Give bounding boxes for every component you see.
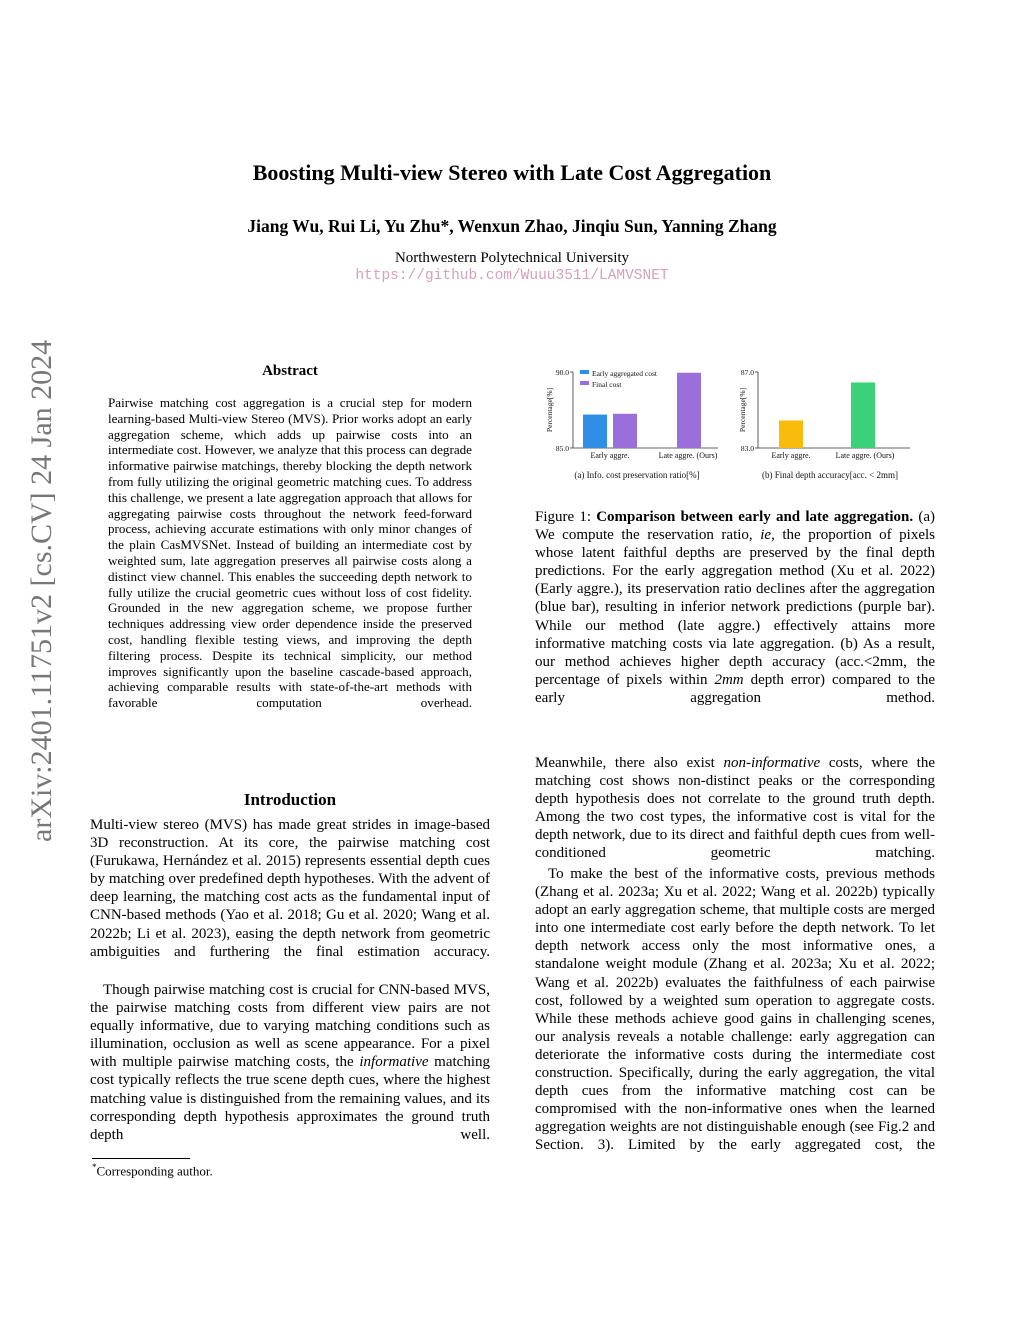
bar-late-aggre-accuracy (851, 382, 875, 448)
chart-title-b: (b) Final depth accuracy[acc. < 2mm] (761, 470, 899, 480)
legend-swatch-a (580, 381, 589, 385)
bar-late-final-cost (677, 373, 701, 448)
paper-title: Boosting Multi-view Stereo with Late Cost Aggregation (252, 160, 772, 185)
emphasis-informative: informative (359, 1054, 429, 1071)
figure-1-charts (540, 352, 940, 490)
bar-early-final-cost (613, 414, 637, 448)
y-tick-label-b: 87.0 (740, 368, 754, 377)
legend-label-a: Early aggregated cost (592, 369, 657, 378)
arxiv-identifier: arXiv:2401.11751v2 [cs.CV] 24 Jan 2024 (25, 339, 58, 842)
bar-early-aggre-accuracy (779, 420, 803, 448)
introduction-heading: Introduction (243, 790, 337, 809)
x-tick-label-b: Late aggre. (Ours) (835, 451, 895, 460)
chart-b (738, 368, 910, 480)
abstract-text: Pairwise matching cost aggregation is a crucial step for modern learning-based Multi-view Stereo (MVS). Prior works adopt an early aggregation scheme, which adds up pairwise costs into an intermediate cost. However, we analyze that this process can degrade informative pairwise matchings, thereby blocking the depth network from fully utilizing the original geometric matching cues. To address this challenge, we present a late aggregation approach that allows for aggregating pairwise costs throughout the network feed-forward process, achieving accurate estimations with only minor changes of the plain CasMVSNet. Instead of building an intermediate cost by weighted sum, late aggregation preserves all pairwise costs along a distinct view channel. This enables the succeeding depth network to fully utilize the crucial geometric cues without loss of cost fidelity. Grounded in the new aggregation scheme, we propose further techniques addressing view order dependence inside the preserved cost, handling flexible testing views, and improving the depth filtering process. Despite its technical simplicity, our method improves significantly upon the baseline cascade-based approach, achieving comparable results with state-of-the-art methods with favorable computation overhead. (108, 395, 472, 711)
x-tick-label-a: Late aggre. (Ours) (658, 451, 718, 460)
legend-swatch-a (580, 370, 589, 374)
y-tick-label-a: 90.0 (555, 368, 569, 377)
x-tick-label-b: Early aggre. (771, 451, 811, 460)
affiliation: Northwestern Polytechnical University (394, 250, 630, 266)
right-paragraph-2: To make the best of the informative costs, previous methods (Zhang et al. 2023a; Xu et al. 2022; Wang et al. 2022b) typically adopt an early aggregation scheme, that multiple costs are merged into one intermediate cost early before the depth network. To let depth network access only the most informative ones, a standalone weight module (Zhang et al. 2023a; Xu et al. 2022; Wang et al. 2022b) evaluates the faithfulness of each pairwise cost, followed by a weighted sum operation to aggregate costs. While these methods achieve good gains in challenging scenes, our analysis reveals a notable challenge: early aggregation can deteriorate the informative costs during the intermediate cost construction. Specifically, during the early aggregation, the vital depth cues from the informative matching cost can be compromised with the non-informative ones when the learned aggregation weights are not distinguishable enough (see Fig.2 and Section. 3). Limited by the early aggregated cost, the (535, 866, 935, 1154)
y-tick-label-b: 83.0 (740, 444, 754, 453)
chart-a (545, 368, 718, 480)
footnote: *Corresponding author. (92, 1162, 213, 1179)
footnote-rule (92, 1158, 190, 1159)
figure-1-caption: Figure 1: Comparison between early and late aggregation. (a) We compute the reservation ratio, ie, the proportion of pixels whose latent faithful depths are preserved by the final depth predictions. For the early aggregation method (Xu et al. 2022) (Early aggre.), its preservation ratio declines after the aggregation (blue bar), resulting in inferior network predictions (purple bar). While our method (late aggre.) effectively attains more informative matching costs via late aggregation. (b) As a result, our method achieves higher depth accuracy (acc.<2mm, the percentage of pixels within 2mm depth error) compared to the early aggregation method. (535, 509, 935, 706)
y-axis-label-a: Percentage[%] (545, 387, 554, 433)
intro-paragraph-2: Though pairwise matching cost is crucial for CNN-based MVS, the pairwise matching costs from different view pairs are not equally informative, due to varying matching conditions such as illumination, occlusion as well as scene appearance. For a pixel with multiple pairwise matching costs, the informative matching cost typically reflects the true scene depth cues, where the highest matching value is distinguished from the remaining values, and its corresponding depth hypothesis approximates the ground truth depth well. (90, 982, 490, 1143)
right-paragraph-1: Meanwhile, there also exist non-informative costs, where the matching cost shows non-distinct peaks or the corresponding depth hypothesis does not correlate to the ground truth depth. Among the two cost types, the informative cost is vital for the depth network, due to its direct and faithful depth cues from well-conditioned geometric matching. (535, 755, 935, 862)
bar-early-aggregated-cost (583, 415, 607, 448)
legend-label-a: Final cost (592, 380, 622, 389)
y-tick-label-a: 85.0 (555, 444, 569, 453)
footnote-mark: * (92, 1162, 97, 1172)
author-list: Jiang Wu, Rui Li, Yu Zhu*, Wenxun Zhao, Jinqiu Sun, Yanning Zhang (247, 216, 777, 236)
x-tick-label-a: Early aggre. (590, 451, 630, 460)
chart-title-a: (a) Info. cost preservation ratio[%] (574, 470, 700, 480)
repository-link[interactable]: https://github.com/Wuuu3511/LAMVSNET (355, 268, 669, 284)
y-axis-label-b: Percentage[%] (738, 387, 747, 433)
intro-paragraph-1: Multi-view stereo (MVS) has made great strides in image-based 3D reconstruction. At its core, the pairwise matching cost (Furukawa, Hernández et al. 2015) represents essential depth cues by matching over predefined depth hypotheses. With the advent of deep learning, the matching cost acts as the fundamental input of CNN-based methods (Yao et al. 2018; Gu et al. 2020; Wang et al. 2022b; Li et al. 2023), easing the depth network from geometric ambiguities and furthering the final estimation accuracy. (90, 817, 490, 960)
abstract-heading: Abstract (262, 363, 318, 379)
